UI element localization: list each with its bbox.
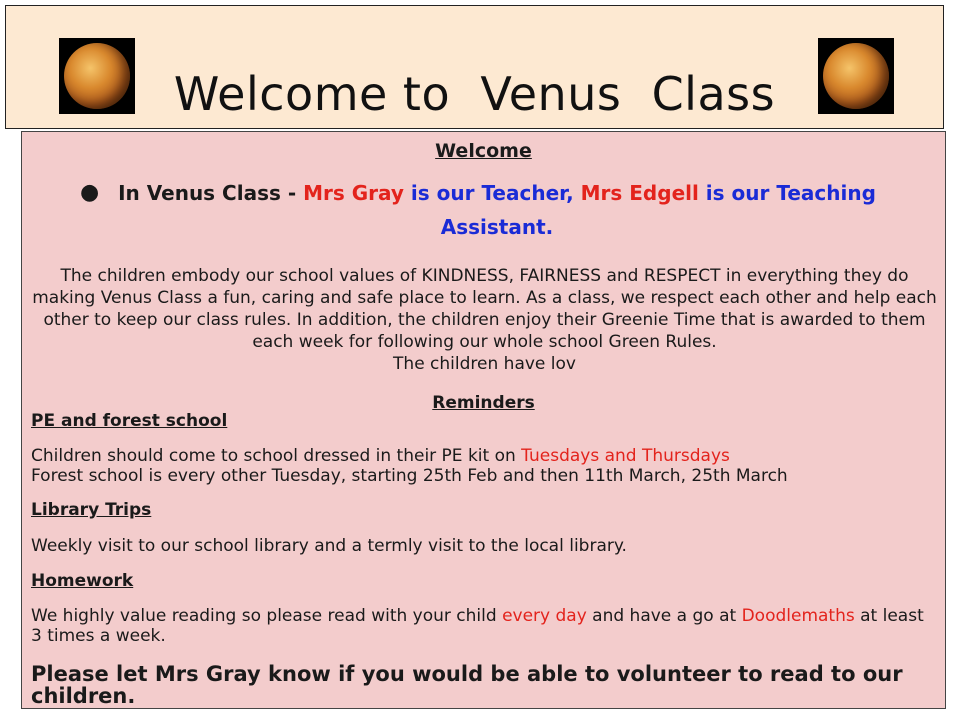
homework-text-c: at least 3 times a week. — [31, 606, 924, 646]
library-text: Weekly visit to our school library and a termly visit to the local library. — [31, 536, 627, 556]
intro-text: The children embody our school values of KINDNESS, FAIRNESS and RESPECT in everything they do making Venus Class a fun, caring and safe place to learn. As a class, we respect each other and help each other to keep our class rules. In addition, the children enjoy their Greenie Time that is awarded to them each week for following our whole school Green Rules. — [32, 266, 937, 352]
page-header — [5, 5, 944, 129]
pe-heading: PE and forest school — [31, 411, 228, 431]
homework-doodlemaths: Doodlemaths — [741, 606, 855, 626]
pe-text-a: Children should come to school dressed in their PE kit on — [31, 446, 522, 466]
content-panel — [21, 131, 946, 709]
teacher-bullet — [82, 176, 912, 244]
page-title: Welcome to Venus Class — [173, 67, 776, 121]
ta-name: Mrs Edgell — [580, 181, 699, 205]
homework-text — [31, 606, 936, 646]
library-heading: Library Trips — [31, 500, 152, 520]
teacher-line-start: In Venus Class - — [118, 181, 304, 205]
volunteer-message: Please let Mrs Gray know if you would be able to volunteer to read to our children. — [31, 662, 903, 708]
teacher-line-mid: is our Teacher, — [403, 181, 581, 205]
welcome-heading: Welcome — [435, 140, 532, 162]
homework-text-b: and have a go at — [586, 606, 742, 626]
bullet-icon: ● — [80, 180, 100, 205]
intro-tail: The children have lov — [393, 354, 576, 374]
pe-text — [31, 446, 936, 486]
homework-heading: Homework — [31, 571, 134, 591]
reminders-heading: Reminders — [432, 393, 535, 413]
forest-text: Forest school is every other Tuesday, starting 25th Feb and then 11th March, 25th March — [31, 466, 788, 486]
planet-venus-icon — [818, 38, 894, 114]
homework-every-day: every day — [502, 606, 587, 626]
pe-days: Tuesdays and Thursdays — [521, 446, 730, 466]
teacher-name: Mrs Gray — [303, 181, 404, 205]
intro-paragraph — [32, 265, 937, 375]
teacher-line-end: is our Teaching Assistant. — [440, 181, 876, 239]
homework-text-a: We highly value reading so please read with your child — [31, 606, 503, 626]
